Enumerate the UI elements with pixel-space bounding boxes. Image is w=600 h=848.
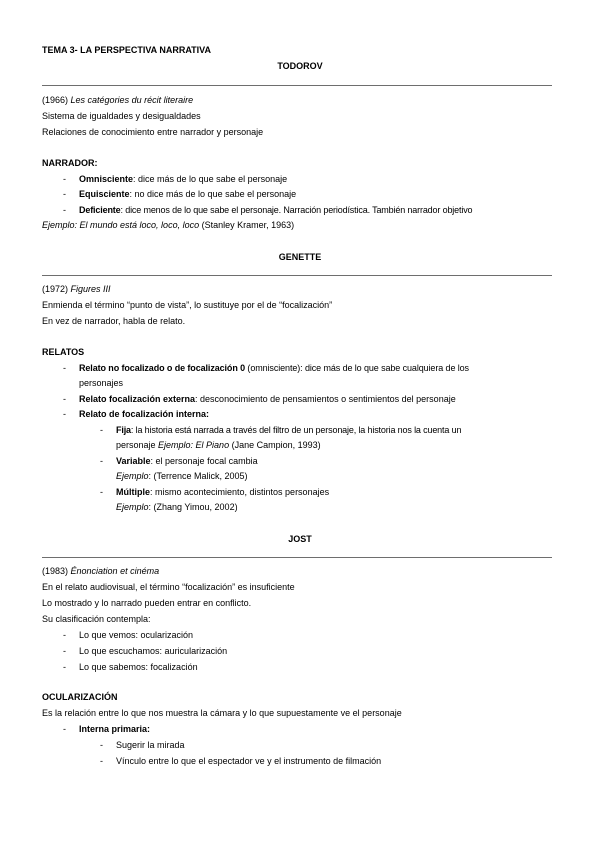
section-heading-todorov: TODOROV	[277, 61, 323, 71]
narrador-item-equisciente: Equisciente: no dice más de lo que sabe el personaje	[79, 189, 297, 199]
bullet-dash: -	[63, 630, 66, 640]
jost-item-focalizacion: Lo que sabemos: focalización	[79, 662, 198, 672]
bullet-dash: -	[63, 646, 66, 656]
ocularizacion-item-interna-primaria: Interna primaria:	[79, 724, 151, 734]
interna-primaria-subitem: Sugerir la mirada	[116, 740, 185, 750]
jost-item-auricularizacion: Lo que escuchamos: auricularización	[79, 646, 228, 656]
todorov-line-2: Relaciones de conocimiento entre narrador y personaje	[42, 127, 264, 137]
bullet-dash: -	[63, 409, 66, 419]
interna-variable: Variable: el personaje focal cambia	[116, 456, 258, 466]
interna-fija-cont: personaje Ejemplo: El Piano (Jane Campion, 1993)	[116, 440, 321, 450]
section-heading-jost: JOST	[288, 534, 312, 544]
todorov-line-1: Sistema de igualdades y desigualdades	[42, 111, 201, 121]
genette-reference: (1972) Figures III	[42, 284, 111, 294]
section-heading-genette: GENETTE	[278, 252, 322, 262]
bullet-dash: -	[63, 174, 66, 184]
section-rule	[42, 557, 552, 558]
genette-line-1: Enmienda el término “punto de vista”, lo sustituye por el de “focalización”	[42, 300, 333, 310]
interna-multiple: Múltiple: mismo acontecimiento, distintos personajes	[116, 487, 330, 497]
section-rule	[42, 85, 552, 86]
relato-item-interna: Relato de focalización interna:	[79, 409, 210, 419]
interna-variable-example: Ejemplo: (Terrence Malick, 2005)	[116, 471, 248, 481]
interna-fija: Fija: la historia está narrada a través del filtro de un personaje, la historia nos la cuenta un	[116, 425, 462, 435]
bullet-dash: -	[63, 363, 66, 373]
interna-primaria-subitem: Vínculo entre lo que el espectador ve y el instrumento de filmación	[116, 756, 382, 766]
todorov-example: Ejemplo: El mundo está loco, loco, loco (Stanley Kramer, 1963)	[42, 220, 295, 230]
bullet-dash: -	[63, 394, 66, 404]
ocularizacion-definition: Es la relación entre lo que nos muestra la cámara y lo que supuestamente ve el personaje	[42, 708, 402, 718]
jost-reference: (1983) Énonciation et cinéma	[42, 566, 160, 576]
relato-item-no-focalizado-cont: personajes	[79, 378, 124, 388]
jost-line-1: En el relato audiovisual, el término “focalización” es insuficiente	[42, 582, 295, 592]
bullet-dash: -	[100, 487, 103, 497]
genette-line-2: En vez de narrador, habla de relato.	[42, 316, 186, 326]
bullet-dash: -	[63, 724, 66, 734]
bullet-dash: -	[63, 662, 66, 672]
narrador-item-omnisciente: Omnisciente: dice más de lo que sabe el personaje	[79, 174, 288, 184]
bullet-dash: -	[100, 425, 103, 435]
bullet-dash: -	[63, 189, 66, 199]
relatos-heading: RELATOS	[42, 347, 85, 357]
section-rule	[42, 275, 552, 276]
jost-line-3: Su clasificación contempla:	[42, 614, 151, 624]
todorov-reference: (1966) Les catégories du récit literaire	[42, 95, 194, 105]
narrador-heading: NARRADOR:	[42, 158, 98, 168]
narrador-item-deficiente: Deficiente: dice menos de lo que sabe el personaje. Narración periodística. También narrador objetivo	[79, 205, 473, 215]
document-title: TEMA 3- LA PERSPECTIVA NARRATIVA	[42, 45, 212, 55]
bullet-dash: -	[63, 205, 66, 215]
jost-line-2: Lo mostrado y lo narrado pueden entrar en conflicto.	[42, 598, 252, 608]
jost-item-ocularizacion: Lo que vemos: ocularización	[79, 630, 194, 640]
bullet-dash: -	[100, 456, 103, 466]
ocularizacion-heading: OCULARIZACIÓN	[42, 692, 118, 702]
bullet-dash: -	[100, 756, 103, 766]
relato-item-externa: Relato focalización externa: desconocimiento de pensamientos o sentimientos del personaje	[79, 394, 456, 404]
bullet-dash: -	[100, 740, 103, 750]
interna-multiple-example: Ejemplo: (Zhang Yimou, 2002)	[116, 502, 238, 512]
relato-item-no-focalizado: Relato no focalizado o de focalización 0 (omnisciente): dice más de lo que sabe cualquiera de los	[79, 363, 469, 373]
